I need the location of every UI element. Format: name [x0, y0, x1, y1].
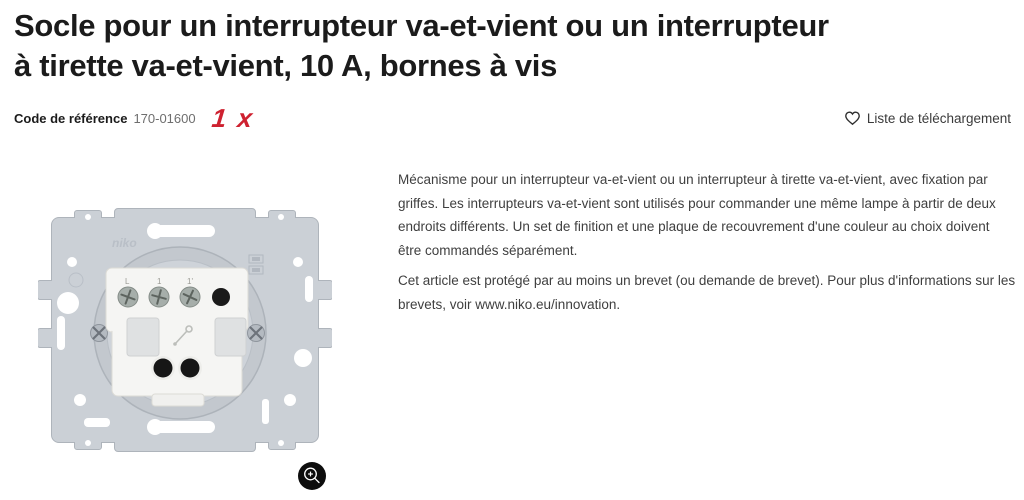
switch-mechanism: [106, 268, 248, 406]
terminal-port-hole: [212, 288, 230, 306]
terminal-label-1: 1: [157, 277, 162, 286]
wire-hole-left: [154, 359, 173, 378]
description-paragraph-1: Mécanisme pour un interrupteur va-et-vient ou un interrupteur à tirette va-et-vient, avec fixation par griffes. Les interrupteurs va-et-vient sont utilisés pour commander une même lampe à partir de deux endroits différents. Un set de finition et une plaque de recouvrement d'une couleur au choix doivent être commandés séparément.: [398, 172, 996, 258]
product-image-area: [0, 160, 380, 500]
download-list-link[interactable]: [844, 103, 1011, 133]
recess-right: [215, 318, 246, 356]
page-title-line2: à tirette va-et-vient, 10 A, bornes à vis: [14, 48, 558, 83]
zoom-button[interactable]: [298, 462, 326, 490]
page-title: [14, 6, 1020, 86]
page-title-line1: Socle pour un interrupteur va-et-vient ou un interrupteur: [14, 8, 829, 43]
terminal-label-l: L: [125, 277, 130, 286]
description-paragraph-2: Cet article est protégé par au moins un brevet (ou demande de brevet). Pour plus d'informations sur les brevets, voir www.niko.eu/innovation.: [398, 273, 1016, 312]
plate-brand-embossed: niko: [112, 236, 137, 250]
heart-icon: [844, 110, 861, 126]
product-image[interactable]: [38, 207, 332, 453]
fixing-screw-left: [91, 325, 108, 342]
quantity-annotation: 1 x: [210, 103, 256, 133]
reference-label: Code de référence: [14, 110, 128, 126]
product-description: [398, 168, 1016, 316]
download-list-label: Liste de téléchargement: [866, 110, 1011, 126]
terminal-label-1prime: 1': [187, 277, 193, 286]
magnifier-plus-icon: [298, 462, 326, 490]
reference-row: [14, 100, 254, 136]
fixing-screw-right: [248, 325, 265, 342]
recess-left: [127, 318, 159, 356]
reference-code: 170-01600: [133, 110, 196, 126]
wire-hole-right: [181, 359, 200, 378]
